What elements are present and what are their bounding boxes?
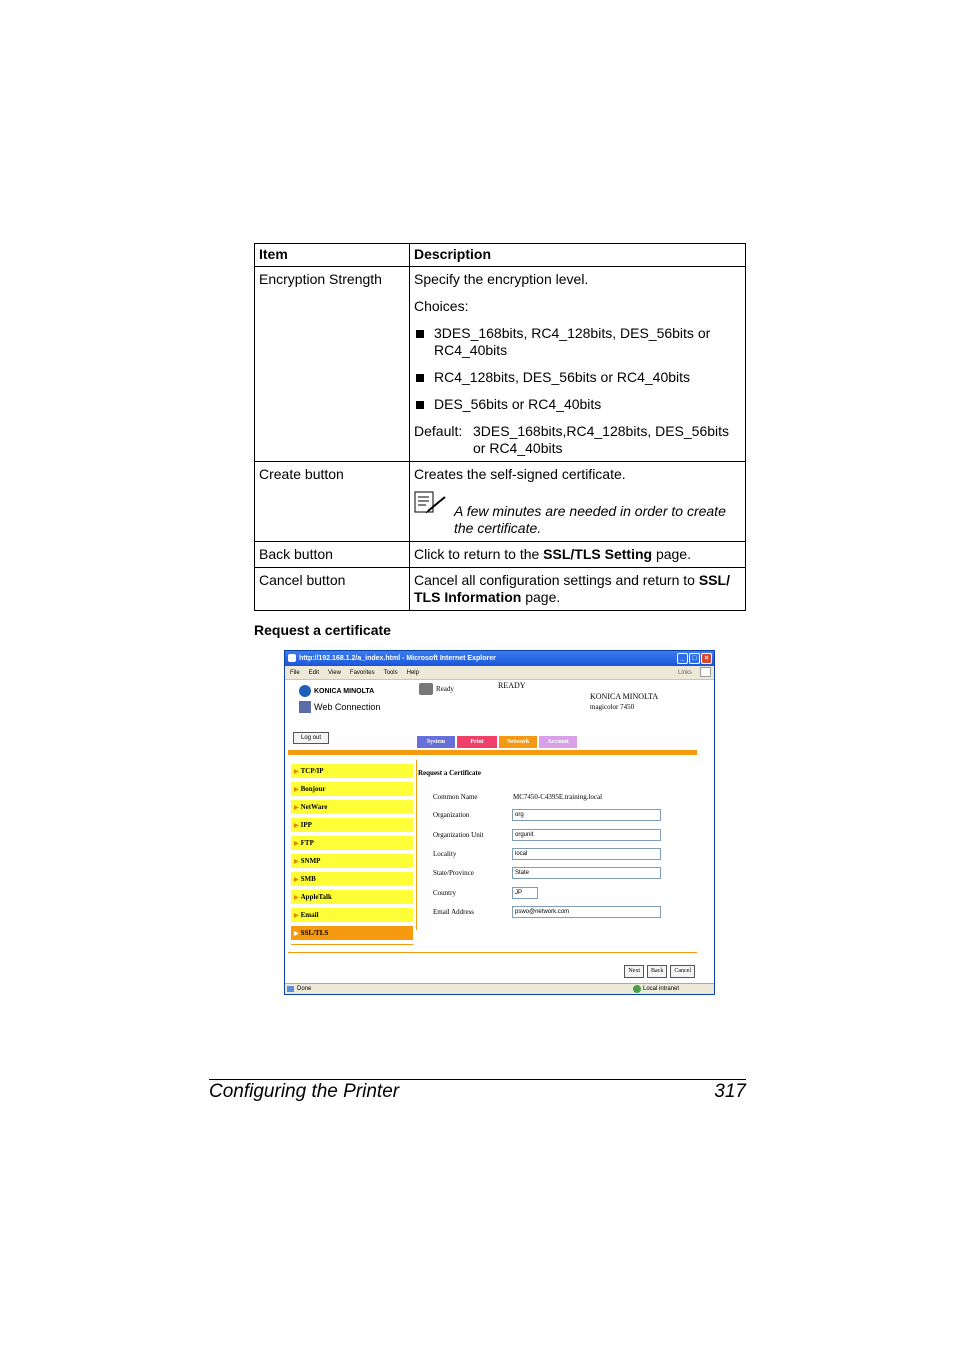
table-row bbox=[255, 462, 746, 542]
page-icon bbox=[287, 986, 294, 992]
arrow-right-icon: ▶ bbox=[294, 931, 299, 937]
sidebar-item-label: SNMP bbox=[300, 857, 321, 865]
menu-view[interactable]: View bbox=[328, 669, 341, 676]
choice-text: 3DES_168bits, RC4_128bits, DES_56bits or RC4_40bits bbox=[434, 325, 711, 358]
arrow-right-icon: ▶ bbox=[294, 823, 299, 829]
field-label: State/Province bbox=[433, 869, 474, 877]
item-cell: Create button bbox=[255, 462, 410, 542]
section-title: Request a certificate bbox=[254, 622, 391, 638]
printer-status-icon bbox=[419, 683, 433, 695]
maximize-icon[interactable]: □ bbox=[689, 653, 700, 664]
item-cell: Cancel button bbox=[255, 568, 410, 611]
sidebar-item-email[interactable] bbox=[291, 908, 413, 922]
arrow-right-icon: ▶ bbox=[294, 841, 299, 847]
arrow-right-icon: ▶ bbox=[294, 787, 299, 793]
choice-text: DES_56bits or RC4_40bits bbox=[434, 396, 602, 412]
default-label: Default: bbox=[414, 423, 463, 439]
model-name: magicolor 7450 bbox=[590, 703, 635, 711]
arrow-right-icon: ▶ bbox=[294, 913, 299, 919]
globe-logo-icon bbox=[299, 685, 311, 697]
menu-tools[interactable]: Tools bbox=[383, 669, 398, 676]
menu-help[interactable]: Help bbox=[406, 669, 419, 676]
intranet-icon bbox=[633, 985, 641, 993]
page-content bbox=[285, 680, 714, 985]
form-title: Request a Certificate bbox=[418, 769, 481, 777]
organization-unit-input[interactable]: orgunit bbox=[512, 829, 661, 841]
header-divider bbox=[288, 750, 697, 755]
status-bar bbox=[285, 983, 714, 994]
organization-input[interactable]: org bbox=[512, 809, 661, 821]
note-text: A few minutes are needed in order to create the certificate. bbox=[454, 503, 726, 536]
tab-system[interactable]: System bbox=[417, 736, 455, 748]
desc-text: Click to return to the bbox=[414, 546, 544, 562]
windows-logo-icon bbox=[700, 667, 711, 677]
pagescope-logo bbox=[299, 701, 380, 713]
minimize-icon[interactable]: _ bbox=[677, 653, 688, 664]
sidebar-item-ssltls[interactable] bbox=[291, 926, 413, 940]
country-input[interactable]: JP bbox=[512, 887, 538, 899]
main-tabs bbox=[417, 736, 577, 748]
list-item bbox=[414, 369, 741, 386]
menu-file[interactable]: File bbox=[290, 669, 300, 676]
table-header-row bbox=[255, 244, 746, 267]
header-description: Description bbox=[410, 244, 746, 267]
footer-rule bbox=[209, 1079, 746, 1080]
footer-divider bbox=[288, 952, 697, 953]
list-item bbox=[414, 325, 741, 359]
menu-bar bbox=[285, 666, 714, 680]
item-cell: Encryption Strength bbox=[255, 267, 410, 462]
pagescope-icon bbox=[299, 701, 311, 713]
footer-title: Configuring the Printer bbox=[209, 1081, 400, 1102]
field-label: Common Name bbox=[433, 793, 478, 801]
sidebar-item-label: FTP bbox=[300, 839, 314, 847]
sidebar-item-appletalk[interactable] bbox=[291, 890, 413, 904]
sidebar-item-label: Bonjour bbox=[300, 785, 326, 793]
arrow-right-icon: ▶ bbox=[294, 895, 299, 901]
sidebar-item-label: Email bbox=[300, 911, 319, 919]
browser-window bbox=[284, 650, 715, 995]
page-number: 317 bbox=[714, 1081, 746, 1102]
sidebar-item-label: TCP/IP bbox=[300, 767, 324, 775]
arrow-right-icon: ▶ bbox=[294, 859, 299, 865]
sidebar-nav bbox=[291, 764, 413, 945]
tab-print[interactable]: Print bbox=[457, 736, 497, 748]
desc-text: page. bbox=[521, 589, 561, 605]
menu-favorites[interactable]: Favorites bbox=[349, 669, 375, 676]
desc-bold: SSL/TLS Setting bbox=[543, 546, 653, 562]
sidebar-item-label: SMB bbox=[300, 875, 316, 883]
menu-edit[interactable]: Edit bbox=[308, 669, 320, 676]
arrow-right-icon: ▶ bbox=[294, 805, 299, 811]
description-cell bbox=[410, 542, 746, 568]
description-cell bbox=[410, 267, 746, 462]
status-ready-large: READY bbox=[498, 681, 526, 690]
bullet-square-icon bbox=[416, 330, 424, 338]
description-table bbox=[254, 243, 746, 611]
tab-network[interactable]: Network bbox=[499, 736, 537, 748]
state-input[interactable]: State bbox=[512, 867, 661, 879]
sidebar-item-ftp[interactable] bbox=[291, 836, 413, 850]
create-description: Creates the self-signed certificate. bbox=[414, 466, 626, 482]
field-label: Country bbox=[433, 889, 456, 897]
title-bar bbox=[285, 651, 714, 666]
sidebar-item-netware[interactable] bbox=[291, 800, 413, 814]
table-row bbox=[255, 568, 746, 611]
arrow-right-icon: ▶ bbox=[294, 769, 299, 775]
logout-button[interactable]: Log out bbox=[293, 732, 329, 744]
tab-account[interactable]: Account bbox=[539, 736, 577, 748]
column-divider bbox=[416, 760, 417, 930]
arrow-right-icon: ▶ bbox=[294, 877, 299, 883]
default-line bbox=[414, 423, 741, 457]
close-icon[interactable]: × bbox=[701, 653, 712, 664]
default-value: 3DES_168bits,RC4_128bits, DES_56bits or RC4_40bits bbox=[473, 423, 730, 456]
next-button[interactable]: Next bbox=[624, 965, 644, 978]
bullet-square-icon bbox=[416, 401, 424, 409]
sidebar-item-smb[interactable] bbox=[291, 872, 413, 886]
note bbox=[414, 491, 741, 537]
konica-logo bbox=[299, 685, 374, 697]
logo-text: KONICA MINOLTA bbox=[314, 687, 375, 695]
sidebar-item-label: SSL/TLS bbox=[300, 929, 329, 937]
choice-text: RC4_128bits, DES_56bits or RC4_40bits bbox=[434, 369, 691, 385]
description-cell bbox=[410, 462, 746, 542]
desc-text: page. bbox=[652, 546, 691, 562]
cancel-button[interactable]: Cancel bbox=[670, 965, 695, 978]
desc-bold: SSL/ TLS Information bbox=[414, 572, 730, 605]
sidebar-item-label: IPP bbox=[300, 821, 312, 829]
ie-icon bbox=[288, 654, 296, 662]
field-label: Locality bbox=[433, 850, 457, 858]
window-title: http://192.168.1.2/a_index.html - Microsoft Internet Explorer bbox=[299, 655, 496, 662]
zone-text: Local intranet bbox=[643, 986, 680, 992]
sidebar-divider bbox=[291, 944, 413, 945]
sidebar-item-tcpip[interactable] bbox=[291, 764, 413, 778]
status-ready-small: Ready bbox=[436, 685, 454, 693]
sidebar-item-ipp[interactable] bbox=[291, 818, 413, 832]
field-label: Email Address bbox=[433, 908, 475, 916]
sidebar-item-bonjour[interactable] bbox=[291, 782, 413, 796]
pagescope-text: Web Connection bbox=[314, 702, 381, 712]
sidebar-item-label: AppleTalk bbox=[300, 893, 332, 901]
field-label: Organization bbox=[433, 811, 470, 819]
sidebar-item-snmp[interactable] bbox=[291, 854, 413, 868]
table-row bbox=[255, 542, 746, 568]
common-name-value: MC7450-C4395E.training.local bbox=[513, 793, 603, 801]
sidebar-item-label: NetWare bbox=[300, 803, 328, 811]
encryption-intro: Specify the encryption level. bbox=[414, 271, 589, 287]
locality-input[interactable]: local bbox=[512, 848, 661, 860]
form-buttons bbox=[624, 965, 695, 978]
email-input[interactable]: pswo@network.com bbox=[512, 906, 661, 918]
window-controls bbox=[677, 653, 712, 664]
choices-label: Choices: bbox=[414, 298, 469, 314]
note-pencil-icon bbox=[414, 491, 448, 515]
desc-text: Cancel all configuration settings and return to bbox=[414, 572, 699, 588]
header-item: Item bbox=[255, 244, 410, 267]
field-label: Organization Unit bbox=[433, 831, 484, 839]
item-cell: Back button bbox=[255, 542, 410, 568]
description-cell bbox=[410, 568, 746, 611]
links-label[interactable]: Links bbox=[677, 669, 692, 676]
bullet-square-icon bbox=[416, 374, 424, 382]
brand-name: KONICA MINOLTA bbox=[590, 692, 659, 701]
list-item bbox=[414, 396, 741, 413]
back-button[interactable]: Back bbox=[647, 965, 667, 978]
table-row bbox=[255, 267, 746, 462]
status-text: Done bbox=[297, 986, 312, 992]
